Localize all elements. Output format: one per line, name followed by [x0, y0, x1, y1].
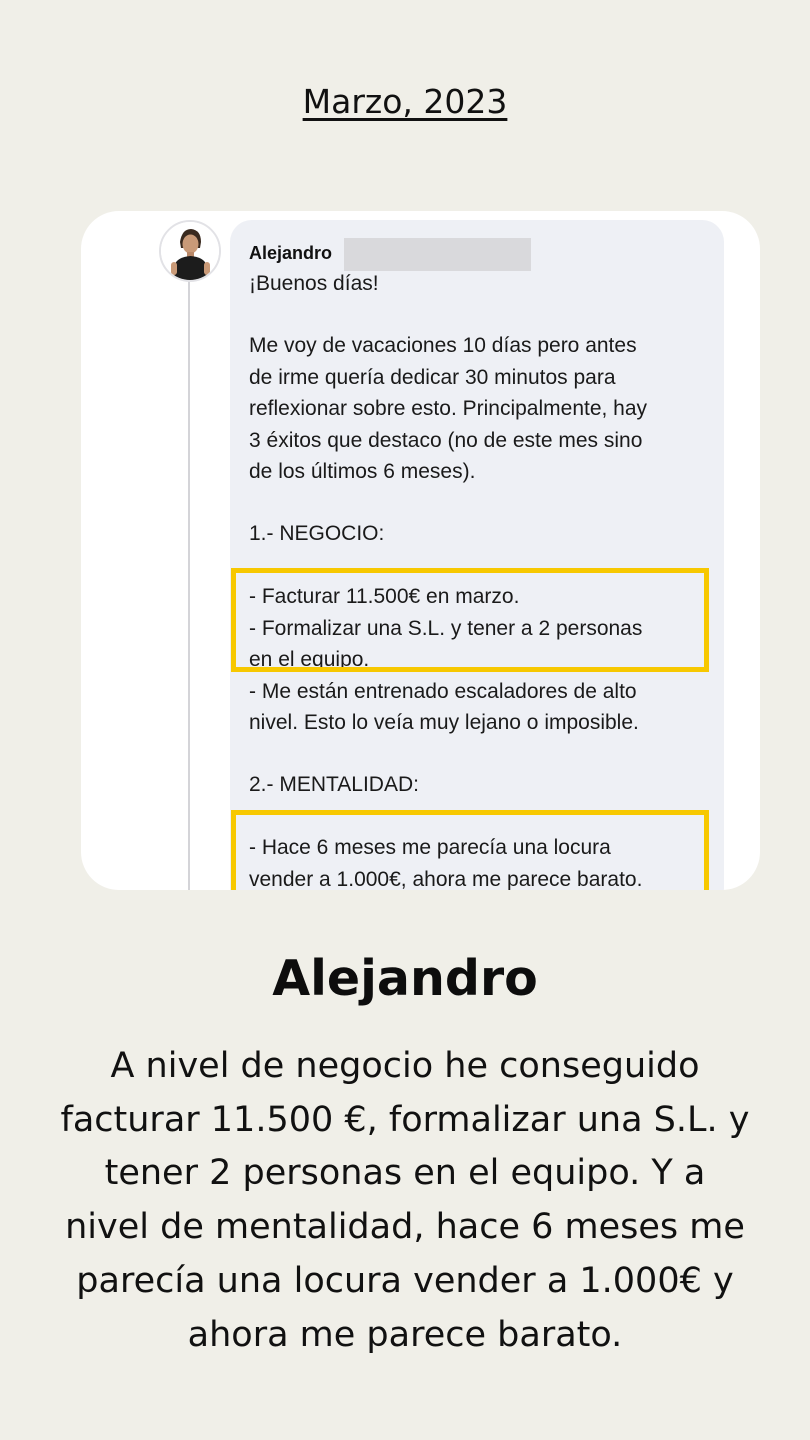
sender-avatar: [159, 220, 221, 282]
message-line: vender a 1.000€, ahora me parece barato.: [249, 867, 643, 890]
message-line: Me voy de vacaciones 10 días pero antes: [249, 334, 637, 357]
message-line: - Hace 6 meses me parecía una locura: [249, 836, 611, 859]
redacted-surname: [344, 238, 531, 271]
message-line: 3 éxitos que destaco (no de este mes sino: [249, 428, 643, 452]
date-heading: Marzo, 2023: [302, 82, 508, 121]
message-bubble: [230, 220, 724, 890]
person-avatar-icon: [161, 222, 219, 280]
thread-line: [188, 281, 190, 890]
message-screenshot-card: [81, 211, 760, 890]
highlight-box-mentalidad: [231, 810, 709, 890]
greeting: ¡Buenos días!: [249, 272, 379, 295]
message-line: - Facturar 11.500€ en marzo.: [249, 585, 520, 608]
message-line: - Me están entrenado escaladores de alto: [249, 679, 637, 703]
message-line: en el equipo.: [249, 648, 370, 671]
message-line: de los últimos 6 meses).: [249, 460, 476, 483]
sender-name: Alejandro: [249, 243, 333, 263]
highlight-box-negocio: [231, 568, 709, 672]
testimonial-quote: A nivel de negocio he conseguido facturar 11.500 €, formalizar una S.L. y tener 2 personas en el equipo. Y a nivel de mentalidad, hace 6 meses me parecía una locura vender a 1.000€ y ahora me parece barato.: [60, 1046, 750, 1355]
message-line: reflexionar sobre esto. Principalmente, hay: [249, 397, 648, 420]
message-line: - Formalizar una S.L. y tener a 2 personas: [249, 616, 643, 640]
message-line: nivel. Esto lo veía muy lejano o imposible.: [249, 711, 639, 734]
testimonial-name: Alejandro: [272, 950, 538, 1007]
message-line: de irme quería dedicar 30 minutos para: [249, 365, 616, 389]
section-heading-negocio: 1.- NEGOCIO:: [249, 522, 385, 545]
section-heading-mentalidad: 2.- MENTALIDAD:: [249, 773, 419, 796]
